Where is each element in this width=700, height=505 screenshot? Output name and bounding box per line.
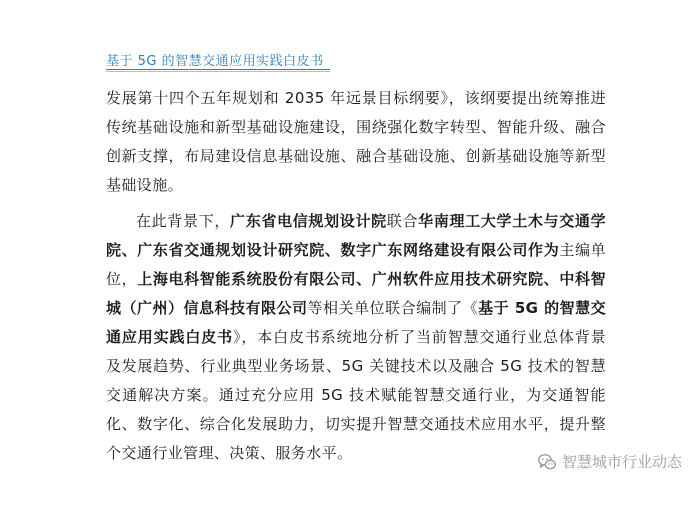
organization-name: 广东省电信规划设计院	[230, 212, 387, 230]
document-body	[106, 84, 606, 468]
wechat-icon	[537, 452, 557, 472]
document-header: 基于 5G 的智慧交通应用实践白皮书	[106, 54, 324, 69]
whitepaper-title: 基于 5G 的智慧交通应用实践白皮书	[106, 299, 607, 346]
header-underline	[106, 69, 330, 70]
watermark	[537, 451, 682, 472]
organization-names: 华南理工大学土木与交通学院、广东省交通规划设计研究院、数字广东网络建设有限公司作为	[106, 212, 606, 259]
text-segment: 等相关单位联合编制了《	[307, 299, 479, 317]
watermark-text: 智慧城市行业动态	[561, 453, 682, 471]
text-segment: 》，本白皮书系统地分析了当前智慧交通行业总体背景及发展趋势、行业典型业务场景、5G 关键技术以及融合 5G 技术的智慧交通解决方案。通过充分应用 5G 技术赋能智慧交通行业，为交通智能化、数字化、综合化发展助力，切实提升智慧交通技术应用水平，提升整个交通行业管理、决策、服务水平。	[106, 328, 606, 462]
text-segment: 主编单位，	[106, 241, 606, 288]
paragraph-background	[106, 207, 606, 468]
text-segment: 联合	[386, 212, 419, 230]
organization-names: 上海电科智能系统股份有限公司、广州软件应用技术研究院、中科智城（广州）信息科技有限公司	[106, 270, 606, 317]
text-segment: 在此背景下，	[136, 212, 231, 230]
paragraph-intro: 发展第十四个五年规划和 2035 年远景目标纲要》，该纲要提出统筹推进传统基础设施和新型基础设施建设，围绕强化数字转型、智能升级、融合创新支撑，布局建设信息基础设施、融合基础设施、创新基础设施等新型基础设施。	[106, 89, 606, 194]
